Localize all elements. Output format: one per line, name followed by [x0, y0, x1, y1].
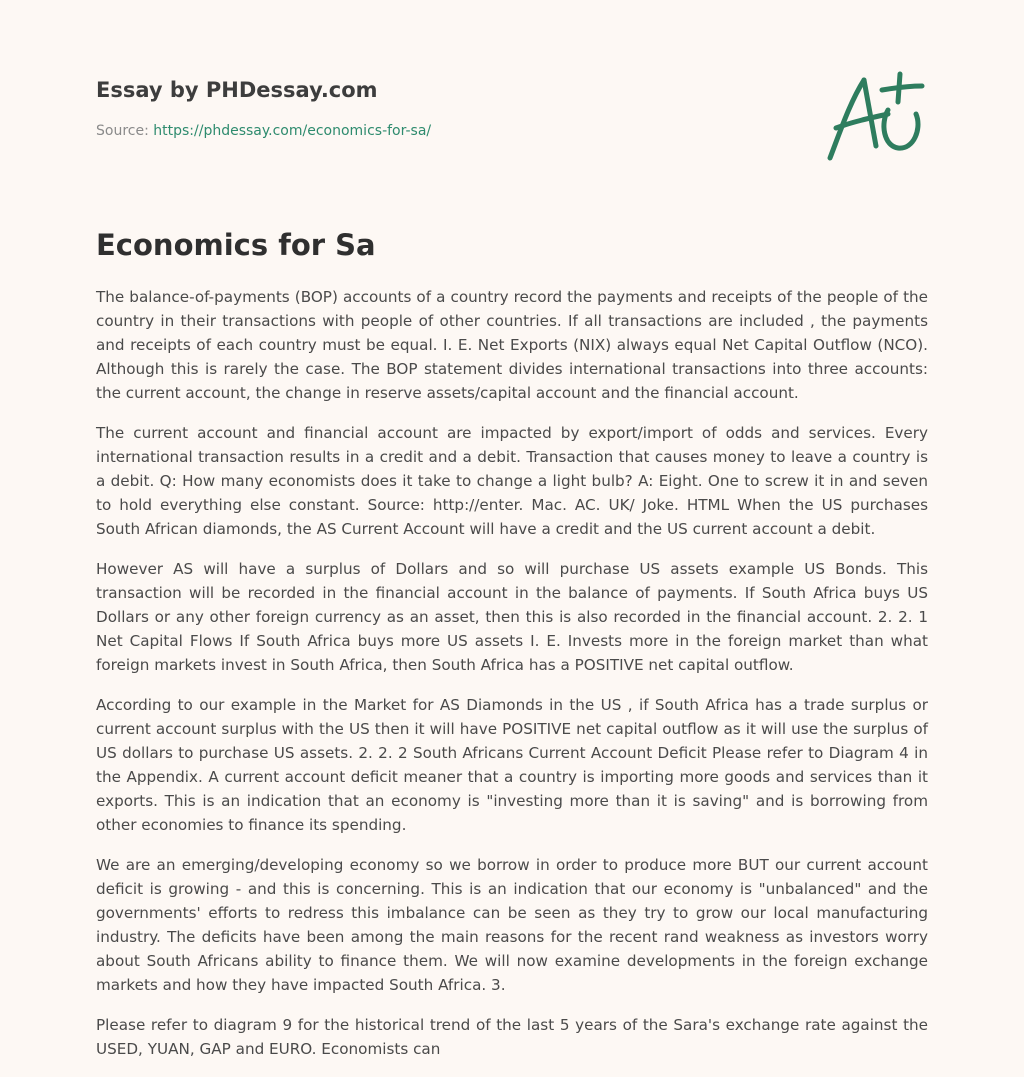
page-header — [96, 76, 431, 141]
essay-paragraph: The balance-of-payments (BOP) accounts of a country record the payments and receipts of the people of the country in their transactions with people of other countries. If all transactions are included , the payments and receipts of each country must be equal. I. E. Net Exports (NIX) always equal Net Capital Outflow (NCO). Although this is rarely the case. The BOP statement divides international transactions into three accounts: the current account, the change in reserve assets/capital account and the financial account. — [96, 288, 928, 402]
essay-paragraph: Please refer to diagram 9 for the historical trend of the last 5 years of the Sara's exchange rate against the USED, YUAN, GAP and EURO. Economists can — [96, 1016, 928, 1058]
a-plus-grade-icon — [818, 62, 938, 172]
essay-title: Economics for Sa — [96, 228, 376, 262]
source-line — [96, 121, 431, 141]
source-label: Source: — [96, 123, 154, 139]
essay-paragraph: The current account and financial account are impacted by export/import of odds and services. Every international transaction results in a credit and a debit. Transaction that causes money to leave a country is a debit. Q: How many economists does it take to change a light bulb? A: Eight. One to screw it in and seven to hold everything else constant. Source: http://enter. Mac. AC. UK/ Joke. HTML When the US purchases South African diamonds, the AS Current Account will have a credit and the US current account a debit. — [96, 424, 928, 538]
source-link[interactable]: https://phdessay.com/economics-for-sa/ — [153, 123, 432, 139]
essay-paragraph: We are an emerging/developing economy so we borrow in order to produce more BUT our current account deficit is growing - and this is concerning. This is an indication that our economy is "unbalanced" and the governments' efforts to redress this imbalance can be seen as they try to grow our local manufacturing industry. The deficits have been among the main reasons for the recent rand weakness as investors worry about South Africans ability to finance them. We will now examine developments in the foreign exchange markets and how they have impacted South Africa. 3. — [96, 856, 928, 994]
essay-body — [96, 285, 928, 1077]
brand-title: Essay by PHDessay.com — [96, 78, 378, 102]
essay-paragraph: However AS will have a surplus of Dollars and so will purchase US assets example US Bonds. This transaction will be recorded in the financial account in the balance of payments. If South Africa buys US Dollars or any other foreign currency as an asset, then this is also recorded in the financial account. 2. 2. 1 Net Capital Flows If South Africa buys more US assets I. E. Invests more in the foreign market than what foreign markets invest in South Africa, then South Africa has a POSITIVE net capital outflow. — [96, 560, 928, 674]
essay-paragraph: According to our example in the Market for AS Diamonds in the US , if South Africa has a trade surplus or current account surplus with the US then it will have POSITIVE net capital outflow as it will use the surplus of US dollars to purchase US assets. 2. 2. 2 South Africans Current Account Deficit Please refer to Diagram 4 in the Appendix. A current account deficit meaner that a country is importing more goods and services than it exports. This is an indication that an economy is "investing more than it is saving" and is borrowing from other economies to finance its spending. — [96, 696, 928, 834]
